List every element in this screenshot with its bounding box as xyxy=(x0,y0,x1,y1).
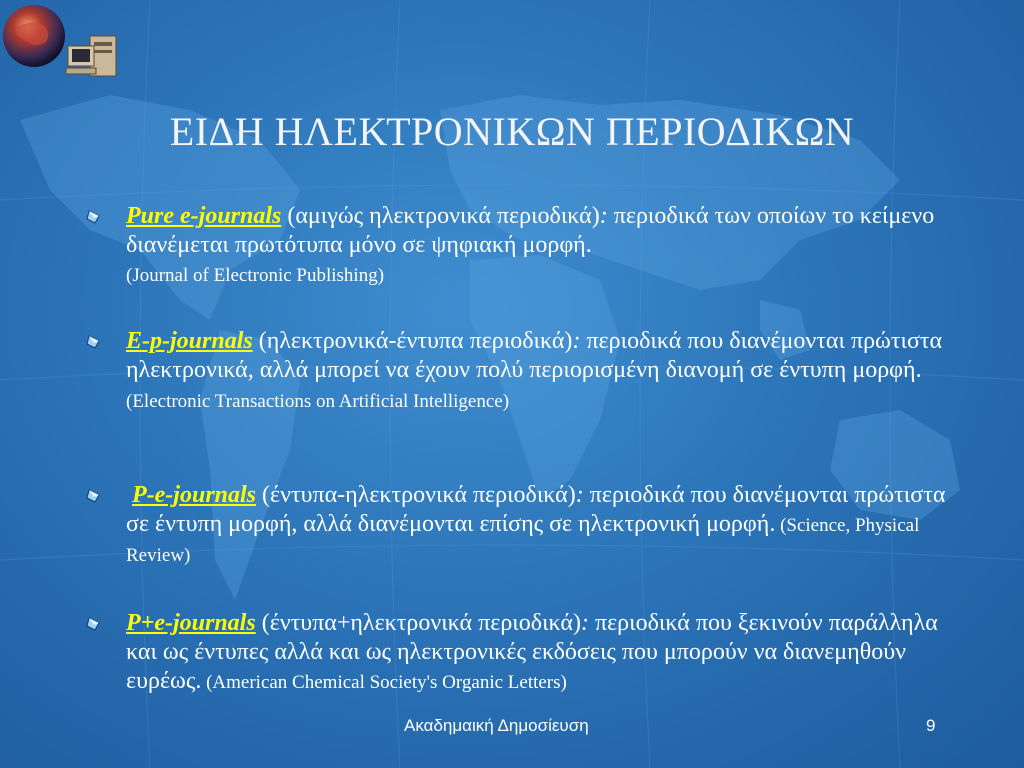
description: περιοδικά που ξεκινούν παράλληλα και ως έντυπες αλλά και ως ηλεκτρονικές εκδόσεις που μπορούν να διανεμηθούν ευρέως. xyxy=(126,610,938,694)
bullet-icon xyxy=(86,334,102,350)
term-translation: (αμιγώς ηλεκτρονικά περιοδικά) xyxy=(281,203,600,229)
footer-text: Ακαδημαική Δημοσίευση xyxy=(404,716,589,735)
bullet-icon xyxy=(86,488,102,504)
example: (Electronic Transactions on Artificial Intelligence) xyxy=(126,391,510,412)
term: P-e-journals xyxy=(132,482,257,508)
description: περιοδικά που διανέμονται πρώτιστα ηλεκτρονικά, αλλά μπορεί να έχουν πολύ περιορισμένη διανομή σε έντυπη μορφή. xyxy=(126,328,943,383)
term-translation: (έντυπα+ηλεκτρονικά περιοδικά) xyxy=(255,610,581,636)
example: (Journal of Electronic Publishing) xyxy=(126,265,385,286)
colon: : xyxy=(580,610,589,636)
term-translation: (ηλεκτρονικά-έντυπα περιοδικά) xyxy=(252,328,573,354)
colon: : xyxy=(572,328,581,354)
slide-footer xyxy=(0,716,1024,740)
example: (Science, Physical Review) xyxy=(126,515,920,566)
colon: : xyxy=(599,203,608,229)
page-number: 9 xyxy=(926,716,936,735)
example: (American Chemical Society's Organic Letters) xyxy=(201,672,567,693)
description: περιοδικά των οποίων το κείμενο διανέμεται πρωτότυπα μόνο σε ψηφιακή μορφή. xyxy=(126,203,935,258)
bullet-icon xyxy=(86,616,102,632)
bullet-icon xyxy=(86,209,102,225)
term: E-p-journals xyxy=(126,328,253,354)
description: περιοδικά που διανέμονται πρώτιστα σε έντυπη μορφή, αλλά διανέμονται επίσης σε ηλεκτρονική μορφή. xyxy=(126,482,946,537)
term: Pure e-journals xyxy=(126,203,282,229)
slide-title: ΕΙΔΗ ΗΛΕΚΤΡΟΝΙΚΩΝ ΠΕΡΙΟΔΙΚΩΝ xyxy=(169,109,855,154)
globe-computer-logo xyxy=(2,2,122,82)
term-translation: (έντυπα-ηλεκτρονικά περιοδικά) xyxy=(256,482,576,508)
colon: : xyxy=(575,482,584,508)
term: P+e-journals xyxy=(126,610,256,636)
